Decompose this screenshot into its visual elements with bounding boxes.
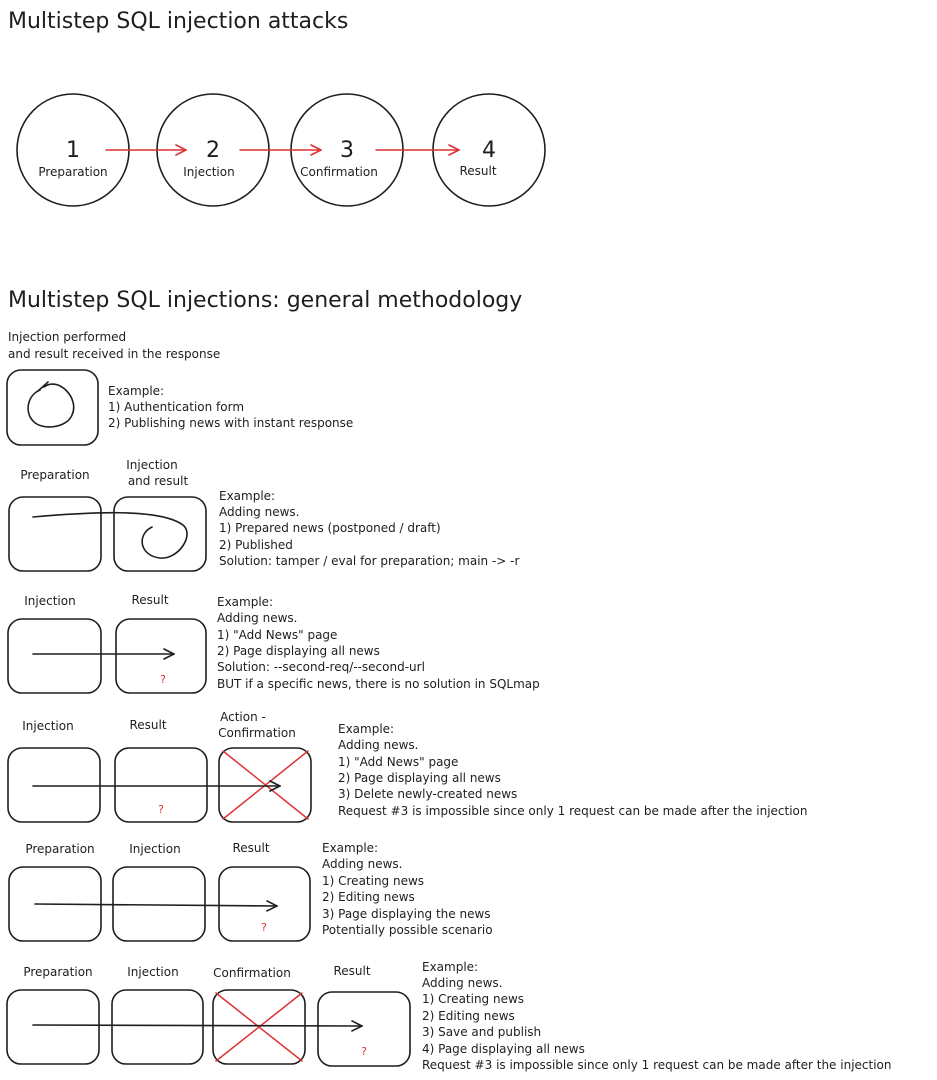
scenario-5-col-preparation: Preparation — [25, 842, 95, 856]
scenario-4-col-action: Action - — [220, 710, 266, 724]
step-flow — [17, 94, 545, 206]
scenario-4-example-6: Request #3 is impossible since only 1 request can be made after the injection — [338, 804, 808, 818]
scenario-4-example-5: 3) Delete newly-created news — [338, 787, 518, 801]
scenario-6-example-6: 4) Page displaying all news — [422, 1042, 585, 1056]
scenario-6-question-mark: ? — [361, 1045, 367, 1058]
scenario-2-example-2: Adding news. — [219, 505, 300, 519]
scenario-1-example-1: Example: — [108, 384, 165, 398]
scenario-5-col-injection: Injection — [129, 842, 181, 856]
step-number-2: 2 — [206, 138, 220, 163]
scenario-1-box-1 — [7, 370, 98, 445]
scenario-6-col-preparation: Preparation — [23, 965, 93, 979]
scenario-5-example-4: 2) Editing news — [322, 890, 415, 904]
step-label-3: Confirmation — [300, 165, 378, 179]
step-label-4: Result — [459, 164, 497, 178]
scenario-6-col-result: Result — [333, 964, 371, 978]
scenario-3-col-injection: Injection — [24, 594, 76, 608]
scenario-5-example-5: 3) Page displaying the news — [322, 907, 491, 921]
scenario-1-example-3: 2) Publishing news with instant response — [108, 416, 354, 430]
scenario-6-example-7: Request #3 is impossible since only 1 request can be made after the injection — [422, 1058, 892, 1072]
scenario-4-col-result: Result — [129, 718, 167, 732]
scenario-6-example-3: 1) Creating news — [422, 992, 525, 1006]
scenario-3-example-2: Adding news. — [217, 611, 298, 625]
scenario-4-box-1 — [8, 748, 100, 822]
scenario-2 — [9, 458, 519, 571]
scenario-5-col-result: Result — [232, 841, 270, 855]
scenario-4-col-confirmation: Confirmation — [218, 726, 296, 740]
scenario-4 — [8, 710, 808, 822]
scenario-2-col-injection: Injection — [126, 458, 178, 472]
scenario-3-question-mark: ? — [160, 673, 166, 686]
step-number-3: 3 — [340, 138, 354, 163]
scenario-4-question-mark: ? — [158, 803, 164, 816]
scenario-3-example-1: Example: — [217, 595, 274, 609]
scenario-2-example-3: 1) Prepared news (postponed / draft) — [219, 521, 441, 535]
scenario-4-example-2: Adding news. — [338, 738, 419, 752]
scenario-3-example-6: BUT if a specific news, there is no solution in SQLmap — [217, 677, 540, 691]
scenario-3-example-4: 2) Page displaying all news — [217, 644, 380, 658]
scenario-2-example-4: 2) Published — [219, 538, 293, 552]
scenario-2-box-2 — [114, 497, 206, 571]
scenario-6-example-2: Adding news. — [422, 976, 503, 990]
scenario-5-example-2: Adding news. — [322, 857, 403, 871]
scenario-6-arrow — [33, 1025, 362, 1026]
scenario-5-example-6: Potentially possible scenario — [322, 923, 493, 937]
scenario-2-col-result: and result — [127, 474, 189, 488]
scenario-5-question-mark: ? — [261, 921, 267, 934]
scenario-6-box-2 — [112, 990, 203, 1064]
scenario-2-col-preparation: Preparation — [20, 468, 90, 482]
scenario-5-arrow — [35, 904, 277, 906]
intro-line-1: Injection performed — [8, 330, 127, 344]
scenario-5-example-3: 1) Creating news — [322, 874, 425, 888]
scenario-4-example-1: Example: — [338, 722, 395, 736]
scenario-4-col-injection: Injection — [22, 719, 74, 733]
intro-line-2: and result received in the response — [8, 347, 221, 361]
scenario-3-box-1 — [8, 619, 101, 693]
scenario-6-box-1 — [7, 990, 99, 1064]
methodology-title: Multistep SQL injections: general methodology — [8, 288, 523, 313]
scenario-2-example-1: Example: — [219, 489, 276, 503]
scenario-5 — [9, 841, 493, 941]
step-label-2: Injection — [183, 165, 235, 179]
scenario-6 — [7, 960, 892, 1072]
scenario-6-col-confirmation: Confirmation — [213, 966, 291, 980]
scenario-2-example-5: Solution: tamper / eval for preparation; main -> -r — [219, 554, 520, 568]
scenario-3-example-5: Solution: --second-req/--second-url — [217, 660, 425, 674]
scenario-6-example-1: Example: — [422, 960, 479, 974]
main-title: Multistep SQL injection attacks — [8, 9, 349, 34]
scenario-2-box-1 — [9, 497, 101, 571]
scenario-4-example-3: 1) "Add News" page — [338, 755, 459, 769]
scenario-6-example-4: 2) Editing news — [422, 1009, 515, 1023]
scenario-5-example-1: Example: — [322, 841, 379, 855]
scenario-6-col-injection: Injection — [127, 965, 179, 979]
step-number-4: 4 — [482, 138, 496, 163]
scenario-1 — [7, 370, 353, 445]
step-number-1: 1 — [66, 138, 80, 163]
scenario-1-example-2: 1) Authentication form — [108, 400, 245, 414]
scenario-4-example-4: 2) Page displaying all news — [338, 771, 501, 785]
scenario-3 — [8, 593, 540, 693]
loop-icon — [28, 382, 74, 427]
arrow-loop-icon — [33, 513, 187, 558]
scenario-3-col-result: Result — [131, 593, 169, 607]
scenario-6-example-5: 3) Save and publish — [422, 1025, 542, 1039]
scenario-3-example-3: 1) "Add News" page — [217, 628, 338, 642]
step-label-1: Preparation — [38, 165, 108, 179]
